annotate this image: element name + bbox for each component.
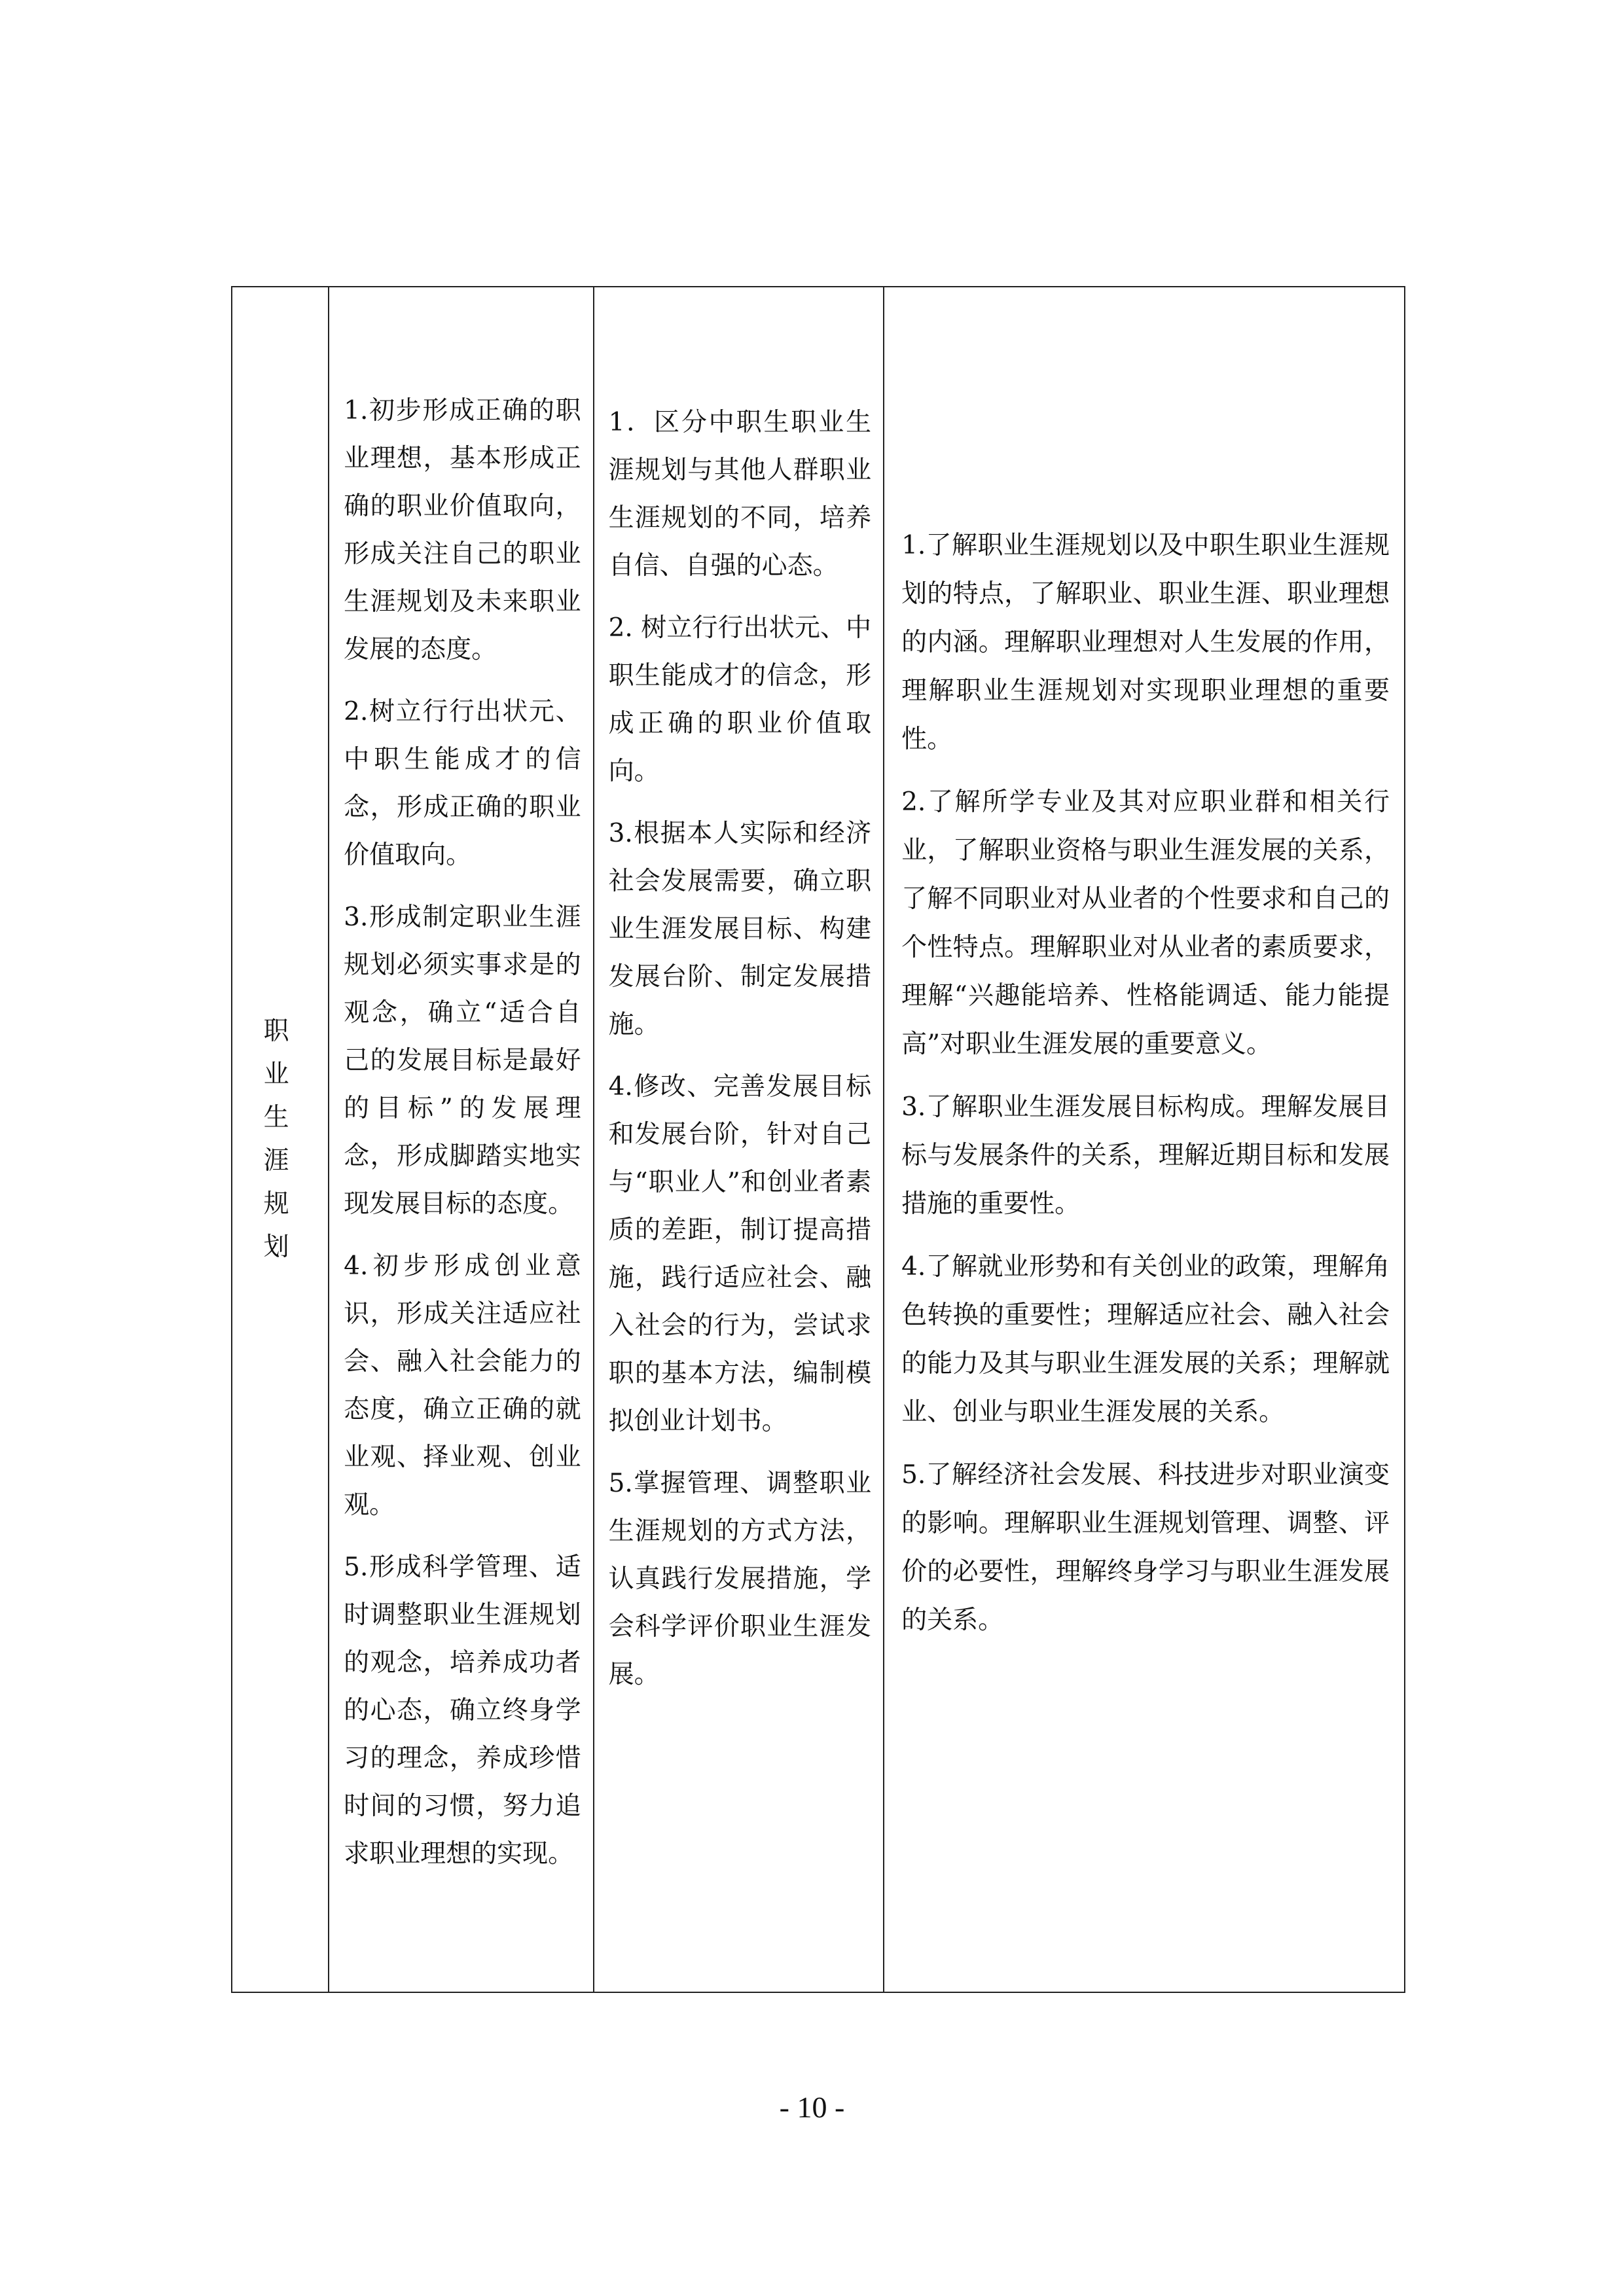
attitude-goal-5: 5.形成科学管理、适时调整职业生涯规划的观念，培养成功者的心态，确立终身学习的理念，养成珍惜时间的习惯，努力追求职业理想的实现。 <box>344 1552 581 1869</box>
knowledge-goals-cell <box>884 287 1405 1992</box>
knowledge-goal-1: 1.了解职业生涯规划以及中职生职业生涯规划的特点，了解职业、职业生涯、职业理想的内涵。理解职业理想对人生发展的作用，理解职业生涯规划对实现职业理想的重要性。 <box>901 531 1390 754</box>
attitude-goals-cell <box>329 287 593 1992</box>
table-row <box>232 287 1405 1992</box>
attitude-goal-2: 2.树立行行出状元、中职生能成才的信念，形成正确的职业价值取向。 <box>344 697 581 870</box>
attitude-goal-4: 4.初步形成创业意识，形成关注适应社会、融入社会能力的态度，确立正确的就业观、择业观、创业观。 <box>344 1251 581 1520</box>
knowledge-goal-3: 3.了解职业生涯发展目标构成。理解发展目标与发展条件的关系，理解近期目标和发展措施的重要性。 <box>901 1092 1390 1219</box>
ability-goal-4: 4.修改、完善发展目标和发展台阶，针对自己与“职业人”和创业者素质的差距，制订提高措施，践行适应社会、融入社会的行为，尝试求职的基本方法，编制模拟创业计划书。 <box>608 1072 872 1436</box>
ability-goal-3: 3.根据本人实际和经济社会发展需要，确立职业生涯发展目标、构建发展台阶、制定发展措施。 <box>608 819 872 1039</box>
knowledge-goal-4: 4.了解就业形势和有关创业的政策，理解角色转换的重要性；理解适应社会、融入社会的能力及其与职业生涯发展的关系；理解就业、创业与职业生涯发展的关系。 <box>901 1252 1390 1427</box>
curriculum-table <box>231 286 1405 1993</box>
ability-goal-2: 2. 树立行行出状元、中职生能成才的信念，形成正确的职业价值取向。 <box>608 613 872 786</box>
topic-cell <box>232 287 329 1992</box>
page-number: - 10 - <box>779 2090 845 2124</box>
knowledge-goal-5: 5.了解经济社会发展、科技进步对职业演变的影响。理解职业生涯规划管理、调整、评价的必要性，理解终身学习与职业生涯发展的关系。 <box>901 1460 1390 1635</box>
attitude-goal-1: 1.初步形成正确的职业理想，基本形成正确的职业价值取向，形成关注自己的职业生涯规划及未来职业发展的态度。 <box>344 396 581 664</box>
knowledge-goal-2: 2.了解所学专业及其对应职业群和相关行业，了解职业资格与职业生涯发展的关系，了解不同职业对从业者的个性要求和自己的个性特点。理解职业对从业者的素质要求，理解“兴趣能培养、性格能调适、能力能提高”对职业生涯发展的重要意义。 <box>901 787 1390 1059</box>
ability-goal-1: 1．区分中职生职业生涯规划与其他人群职业生涯规划的不同，培养自信、自强的心态。 <box>608 408 872 581</box>
attitude-goal-3: 3.形成制定职业生涯规划必须实事求是的观念，确立“适合自己的发展目标是最好的目标”的发展理念，形成脚踏实地实现发展目标的态度。 <box>344 903 581 1219</box>
ability-goal-5: 5.掌握管理、调整职业生涯规划的方式方法，认真践行发展措施，学会科学评价职业生涯发展。 <box>608 1469 872 1689</box>
topic-label: 职业生涯规划 <box>263 1016 297 1262</box>
ability-goals-cell <box>594 287 884 1992</box>
